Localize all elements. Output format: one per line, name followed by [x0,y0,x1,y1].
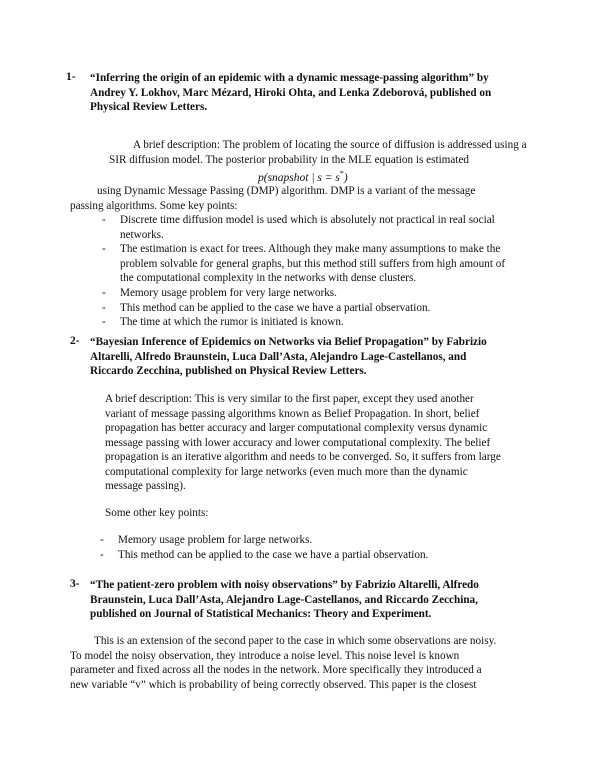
title-line: Andrey Y. Lokhov, Marc Mézard, Hiroki Ohta, and Lenka Zdeborová, published on [90,86,492,99]
document-page: 1- “Inferring the origin of an epidemic with a dynamic message-passing algorithm” by Andrey Y. Lokhov, Marc Mézard, Hiroki Ohta, and Lenka Zdeborová, published on Physical Review Letters. A brief description: The problem of locating the source of diffusion is addressed using a SIR diffusion model. The posterior probability in the MLE equation is estimated p(snapshot | s = s*) using Dynamic Message Passing (DMP) algorithm. DMP is a variant of the message passing algorithms. Some key points: - Discrete time diffusion model is used which is absolutely not practical in real social networks. - The estimation is exact for trees. Although they make many assumptions to make the problem solvable for general graphs, but this method still suffers from high amount of the computational complexity in the networks with dense clusters. - Memory usage problem for very large networks. - This method can be applied to the case we have a partial observation. - The time at which the rumor is initiated is known. 2- “Bayesian Inference of Epidemics on Networks via Belief Propagation” by Fabrizio Altarelli, Alfredo Braunstein, Luca Dall’Asta, Alejandro Lage-Castellanos, and Riccardo Zecchina, published on Physical Review Letters. A brief description: This is very similar to the first paper, except they used another variant of message passing algorithms known as Belief Propagation. In short, belief propagation has better accuracy and larger computational complexity versus dynamic message passing with lower accuracy and lower computational complexity. The belief propagation is an iterative algorithm and needs to be converged. So, it suffers from large computational complexity for large networks (even much more than the dynamic message passing). Some other key points: - Memory usage problem for large networks. - This method can be applied to the case we have a partial observation. 3- “The patient-zero problem with noisy observations” by Fabrizio Altarelli, Alfredo Braunstein, Luca Dall’Asta, Alejandro Lage-Castellanos, and Riccardo Zecchina, published on Journal of Statistical Mechanics: Theory and Experiment. This is an extension of the second paper to the case in which some observations are noisy. To model the noisy observation, they introduce a noise level. This noise level is known parameter and fixed across all the nodes in the network. More specifically they introduced a new variable “v” which is probability of being correctly observed. This paper is the closest [66,71,527,691]
paragraph-line: SIR diffusion model. The posterior probability in the MLE equation is estimated [109,153,470,166]
bullet-dash: - [102,301,106,314]
title-line: published on Journal of Statistical Mechanics: Theory and Experiment. [90,608,432,620]
bullet-dash: - [100,548,104,561]
section-1-number: 1- [66,71,76,83]
paragraph-line: This is an extension of the second paper to the case in which some observations are noisy. [94,635,497,647]
paragraph-line: parameter and fixed across all the nodes in the network. More specifically they introduced a [70,664,482,676]
paragraph-line: variant of message passing algorithms known as Belief Propagation. In short, belief [105,407,480,420]
paragraph-line: new variable “v” which is probability of being correctly observed. This paper is the closest [70,678,477,691]
paragraph-line: passing algorithms. Some key points: [70,199,238,212]
title-line: “Bayesian Inference of Epidemics on Networks via Belief Propagation” by Fabrizio [90,336,487,348]
bullet-dash: - [100,534,104,546]
paragraph-line: propagation is an iterative algorithm and needs to be converged. So, it suffers from large [105,451,501,463]
title-line: Riccardo Zecchina, published on Physical Review Letters. [90,365,367,377]
paragraph-line: A brief description: This is very similar to the first paper, except they used another [105,393,474,405]
posterior-equation: p(snapshot | s = s*) [258,169,348,184]
paragraph-line: computational complexity for large networks (even much more than the dynamic [105,465,468,478]
paragraph-line: propagation has better accuracy and larger computational complexity versus dynamic [105,422,488,434]
paragraph-line: To model the noisy observation, they introduce a noise level. This noise level is known [70,649,460,662]
title-line: Altarelli, Alfredo Braunstein, Luca Dall’Asta, Alejandro Lage-Castellanos, and [90,350,467,363]
paragraph-line: using Dynamic Message Passing (DMP) algorithm. DMP is a variant of the message [97,185,476,197]
bullet-dash: - [102,287,106,299]
title-line: “The patient-zero problem with noisy observations” by Fabrizio Altarelli, Alfredo [90,579,479,591]
section-3-number: 3- [70,578,80,590]
bullet-dash: - [102,243,106,255]
other-points-label: Some other key points: [105,507,209,519]
bullet-dash: - [102,316,106,328]
title-line: “Inferring the origin of an epidemic with a dynamic message-passing algorithm” by [90,72,489,84]
paragraph-line: A brief description: The problem of locating the source of diffusion is addressed using a [133,139,527,151]
paragraph-line: message passing). [105,480,186,492]
bullet-dash: - [102,214,106,226]
title-line: Physical Review Letters. [90,101,208,113]
title-line: Braunstein, Luca Dall’Asta, Alejandro Lage-Castellanos, and Riccardo Zecchina, [90,593,478,606]
section-2-number: 2- [70,335,80,347]
paragraph-line: message passing with lower accuracy and lower computational complexity. The belief [105,436,491,449]
